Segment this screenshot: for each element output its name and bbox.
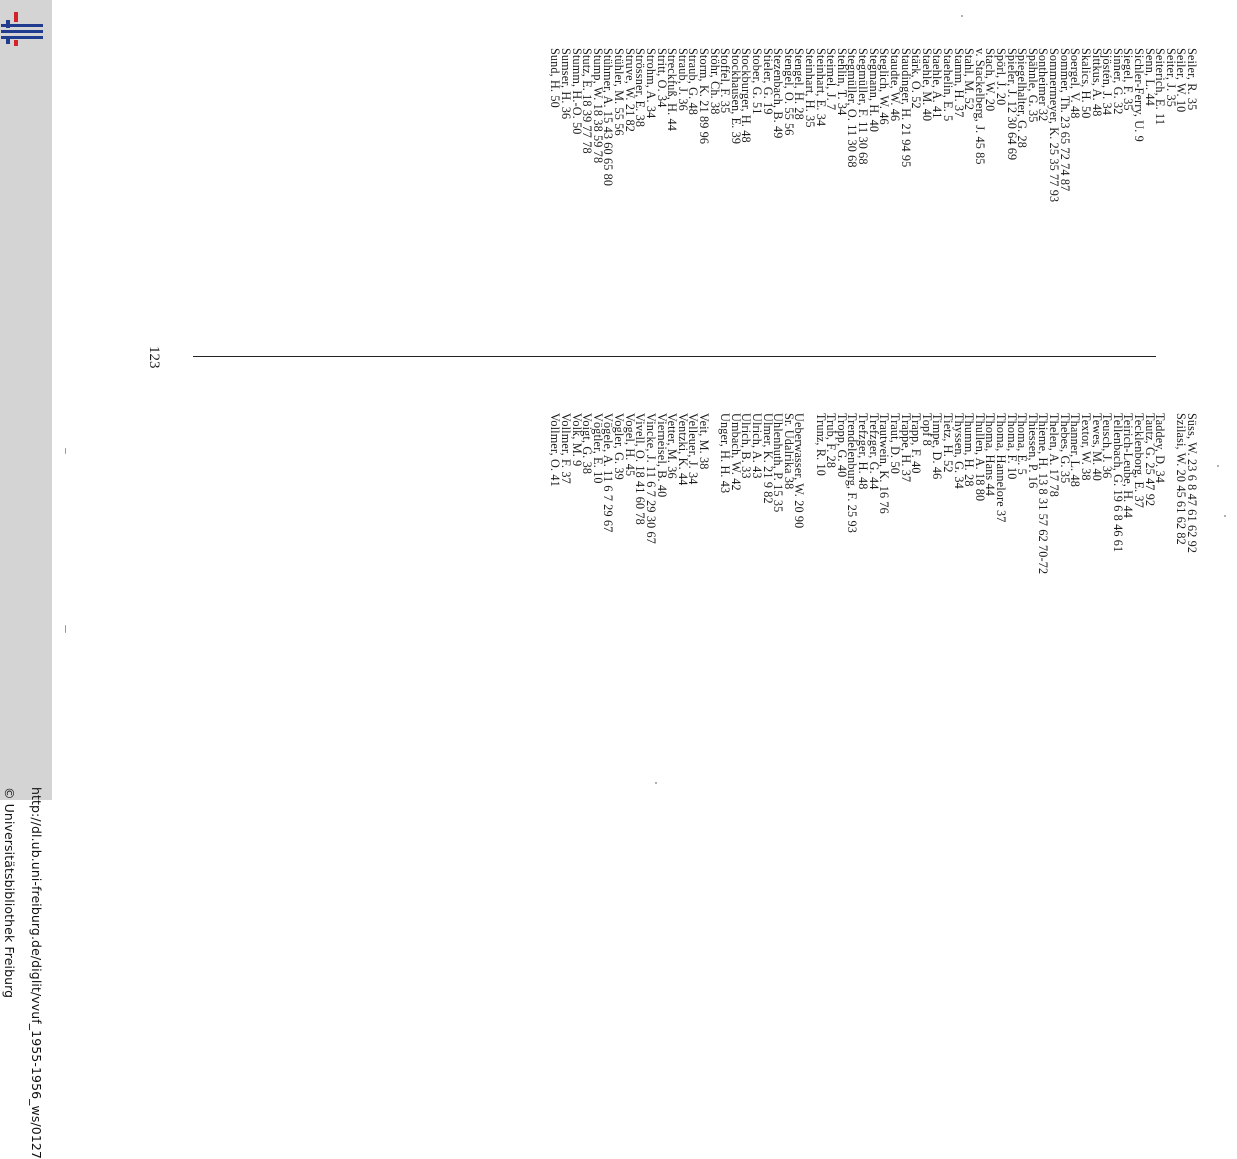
index-entry: Staehelin, E. 5 [940,48,955,122]
university-logo-icon [1,10,45,50]
index-entry: Staehle, M. 40 [919,48,934,122]
copyright-notice: © Universitätsbibliothek Freiburg [2,787,17,999]
index-entry: Straub, G. 48 [686,48,701,115]
index-entry: Ulrich, B. 33 [739,413,754,479]
index-entry: Stühler, M. 55 56 [612,48,627,136]
index-entry: Vincke, J. 11 6 7 29 30 67 [643,413,658,545]
index-entry: Stegmann, H. 40 [866,48,881,133]
index-entry: Szilasi, W. 20 45 61 62 82 [1174,413,1189,545]
index-entry: Struve, W. 21 82 [622,48,637,132]
index-entry: Staudinger, H. 21 94 95 [898,48,913,168]
index-entry: Strohm, A. 34 [643,48,658,119]
index-entry: Sichler-Ferry, U. 9 [1131,48,1146,142]
index-entry: Stahl, M. 52 [962,48,977,111]
index-entry: Spörl, J. 20 [994,48,1009,106]
index-entry: Spiegelhalter, G. 28 [1015,48,1030,148]
index-entry: Textor, W. 38 [1078,413,1093,481]
index-entry: Stumm, H.-O. 50 [569,48,584,135]
index-entry: Thoma, E. 5 [1015,413,1030,475]
index-entry: Staudte, W. 46 [887,48,902,122]
index-entry: Sinner, G. 32 [1110,48,1125,115]
index-entry: Trappe, H. 37 [898,413,913,483]
index-entry: Thelen, A. 17 78 [1047,413,1062,497]
index-entry: Skalics, H. 50 [1078,48,1093,119]
index-entry: Trunz, R. 10 [813,413,828,476]
index-entry: Spieler, J. 12 30 64 69 [1004,48,1019,161]
index-entry: Teusch, J. 36 [1100,413,1115,479]
index-entry: Spähnle, G. 35 [1025,48,1040,123]
index-entry: Tewes, M. 40 [1089,413,1104,481]
index-entry: Thiessen, P. 16 [1025,413,1040,489]
index-entry: Tietz, H. 52 [940,413,955,473]
index-entry: Tropp, G. 40 [834,413,849,478]
index-column-right [550,48,1197,202]
index-entry: Vogel, H. 45 [622,413,637,477]
index-entry: Trautwein, K. 16 76 [877,413,892,514]
index-entry: Steinhart, H. 35 [803,48,818,128]
index-entry: Thanner, L. 48 [1068,413,1083,488]
index-entry: Volk, M. 9 [569,413,584,467]
index-entry: Thyssen, G. 34 [951,413,966,489]
index-entry: Umbach, W. 42 [728,413,743,491]
index-entry: Streckfuß, H. 44 [665,48,680,131]
index-entry: Staehle, A. 41 [930,48,945,119]
index-entry: Stegmüller, F. 11 30 68 [856,48,871,165]
index-entry: Stieler, G. 19 [760,48,775,115]
index-entry: Stehlin, T. 34 [834,48,849,116]
index-entry: Vivell, O. 18 41 60 78 [633,413,648,525]
index-entry: Stengel, H. 28 [792,48,807,120]
index-entry: Strössner, E. 38 [633,48,648,128]
index-entry: Sontheimer 32 [1036,48,1051,122]
scanned-page [52,0,1237,800]
index-entry: Stober, G. 51 [750,48,765,115]
index-entry: Seiler, W. 10 [1174,48,1189,113]
index-entry: Sund, H. 50 [548,48,563,108]
index-entry: Thoma, Hans 44 [983,413,998,496]
index-entry: Trapp, F. 40 [909,413,924,474]
page-divider-line [193,356,1156,357]
index-entry: Steglich, W. 46 [877,48,892,125]
index-entry: Senn, L. 44 [1142,48,1157,106]
index-entry: Stengel, O. 55 56 [781,48,796,136]
index-entry: Stamm, H. 37 [951,48,966,118]
index-entry: Thoma, Hannelore 37 [994,413,1009,523]
index-entry: Siegel, F. 35 [1121,48,1136,111]
index-entry: Stärk, O. 52 [909,48,924,109]
index-entry: Uhlenhuth, P. 15 35 [771,413,786,513]
index-entry: Steimel, J. 7 [824,48,839,111]
index-entry: Vogler, G. 39 [612,413,627,480]
index-entry: Sr. Udalrika 38 [781,413,796,490]
index-entry: Storm, K. 21 89 96 [696,48,711,145]
index-entry: Süss, W. 23 6 8 47 61 62 92 [1185,413,1199,554]
index-entry: Seiler, R. 35 [1185,48,1199,111]
index-entry: Vierneisel, B. 40 [654,413,669,498]
viewer-sidebar [0,0,52,1159]
index-entry: Stockhausen, E. 39 [728,48,743,145]
index-entry: Soergel, V. 48 [1068,48,1083,119]
index-entry: Seiter, J. 35 [1163,48,1178,108]
index-entry: Stump, W. 18 38 59 78 [590,48,605,164]
index-entry: Veit, M. 38 [696,413,711,470]
index-entry: Stezenbach, B. 49 [771,48,786,139]
index-entry: Vögele, A. 11 6 7 29 67 [601,413,616,533]
index-entry: Stöhr, Ch. 38 [707,48,722,115]
index-entry: Thumm, H. 28 [962,413,977,487]
index-entry: Stegmüller, O. 11 30 68 [845,48,860,168]
index-entry: Velleuer, J. 34 [686,413,701,485]
index-entry: Timpe, D. 46 [930,413,945,480]
index-entry: Steinhart, E. 34 [813,48,828,127]
index-entry: Trub, F. 28 [824,413,839,469]
index-entry: Vögtler, E. 10 [590,413,605,484]
index-entry: Topf 8 [919,413,934,446]
index-entry: Vetter, M. 36 [665,413,680,479]
index-entry: Stockburger, H. 48 [739,48,754,143]
index-entry: Thullen, A. 18 80 [972,413,987,502]
index-entry: Ulrich, A. 43 [750,413,765,479]
index-entry: Taddey, D. 34 [1153,413,1168,484]
index-entry: Trefzger, G. 44 [866,413,881,490]
index-entry: v. Stackelberg, J. 45 85 [972,48,987,165]
index-entry: Thieme, H. 13 8 31 57 62 70-72 [1036,413,1051,575]
index-entry: Trendelenburg, F. 25 93 [845,413,860,533]
index-entry: Teirich-Leube, H. 44 [1121,413,1136,519]
index-entry: Sommermeyer, K. 25 35 77 93 [1047,48,1062,203]
index-entry: Unger, H. H. 43 [718,413,733,494]
index-entry: Sommer, Th. 23 65 72 74 87 [1057,48,1072,192]
index-entry: Thoma, F. 10 [1004,413,1019,480]
index-entry: Stoffel, F. 35 [718,48,733,114]
index-entry: Seiterich, E. 11 [1153,48,1168,126]
index-entry: Voigt, G. 38 [580,413,595,475]
index-entry: Tautz, G. 25 47 92 [1142,413,1157,507]
index-entry: Tecklenborg, E. 37 [1131,413,1146,509]
index-entry: Sumser, H. 36 [559,48,574,120]
index-entry: Traut, D. 50 [887,413,902,474]
index-entry: Ulmer, K. 21 9 82 [760,413,775,504]
index-entry: Stutz, E. 18 39 77 78 [580,48,595,154]
index-entry: Sittkus, A. 48 [1089,48,1104,117]
index-entry: Vollmer, O. 41 [548,413,563,487]
page-number: 123 [146,346,162,369]
source-url[interactable]: http://dl.ub.uni-freiburg.de/diglit/vvuf_1955-1956_ws/0127 [29,787,44,1159]
index-entry: Stühmer, A. 15 43 60 65 80 [601,48,616,187]
index-entry: Vollmer, F. 37 [559,413,574,484]
index-entry: Straub, J. 36 [675,48,690,111]
index-entry: Stritt, O. 34 [654,48,669,108]
index-column-left [550,413,1197,574]
index-entry: Tellenbach, G. 19 6 8 46 61 [1110,413,1125,553]
index-entry: Thebes, G. 35 [1057,413,1072,484]
index-entry: Stach, W. 20 [983,48,998,112]
index-entry: Ventzki, K. 44 [675,413,690,486]
index-entry: Sjöstén, J. 34 [1100,48,1115,116]
index-entry: Trefzger, H. 48 [856,413,871,490]
index-entry: Ueberwasser, W. 20 90 [792,413,807,529]
